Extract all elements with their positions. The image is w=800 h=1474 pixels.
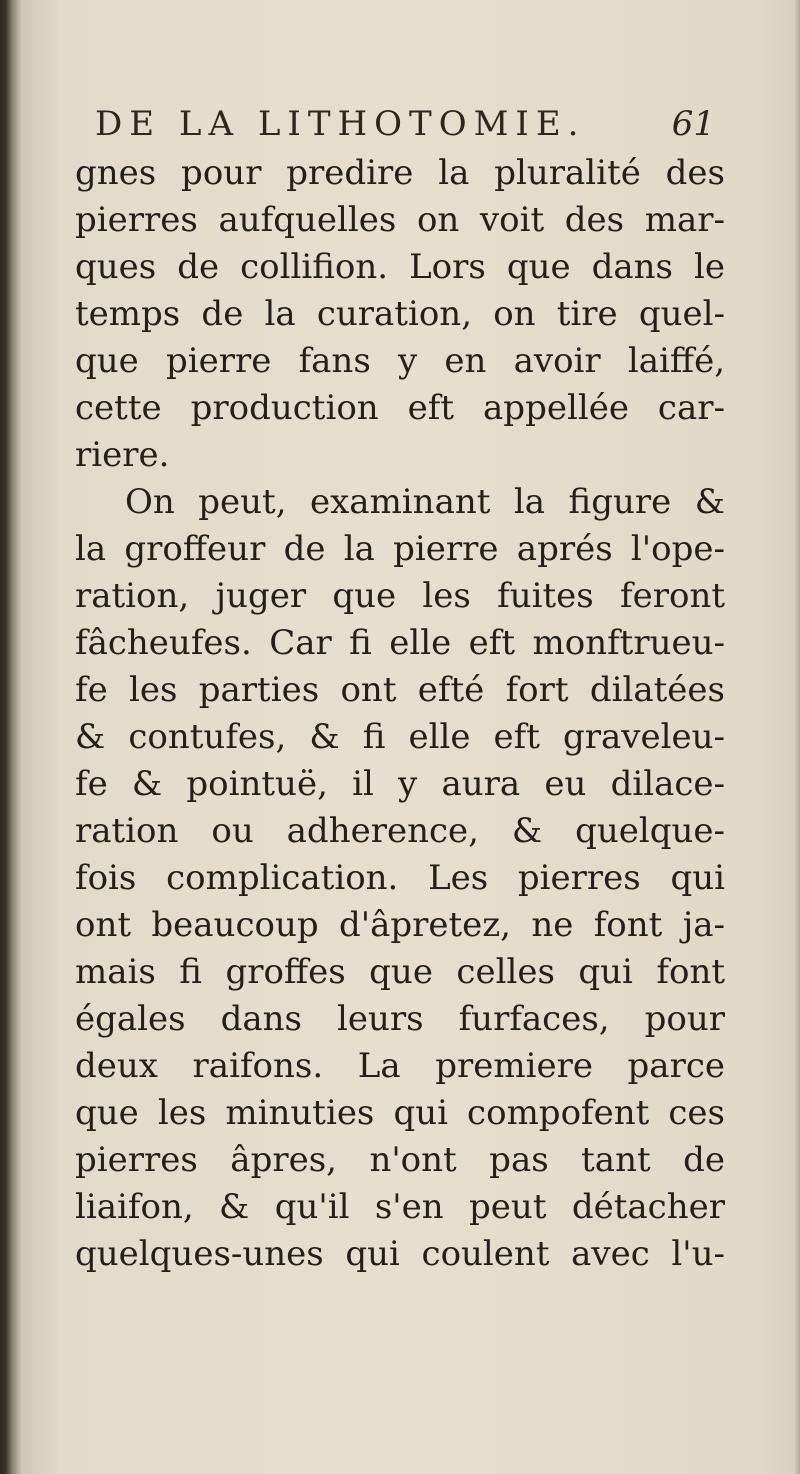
text-line: fe les parties ont efté fort dilatées	[75, 670, 725, 710]
text-line: ont beaucoup d'âpretez, ne font ja-	[75, 905, 725, 945]
text-line: fois complication. Les pierres qui	[75, 858, 725, 898]
page-header	[95, 100, 735, 148]
text-line: deux raifons. La premiere parce	[75, 1046, 725, 1086]
text-line: que les minuties qui compofent ces	[75, 1093, 725, 1133]
text-line: que pierre fans y en avoir laiffé,	[75, 341, 725, 381]
text-line: & contufes, & fi elle eft graveleu-	[75, 717, 725, 757]
text-line: liaifon, & qu'il s'en peut détacher	[75, 1187, 725, 1227]
text-line: égales dans leurs furfaces, pour	[75, 999, 725, 1039]
text-line: pierres âpres, n'ont pas tant de	[75, 1140, 725, 1180]
text-line: ration, juger que les fuites feront	[75, 576, 725, 616]
text-line: gnes pour predire la pluralité des	[75, 153, 725, 193]
text-line: mais fi groffes que celles qui font	[75, 952, 725, 992]
text-line: cette production eft appellée car-	[75, 388, 725, 428]
page-number: 61	[671, 104, 715, 144]
text-line: pierres aufquelles on voit des mar-	[75, 200, 725, 240]
text-line: On peut, examinant la figure &	[125, 482, 725, 522]
text-line: fe & pointuë, il y aura eu dilace-	[75, 764, 725, 804]
text-line: ration ou adherence, & quelque-	[75, 811, 725, 851]
text-line: la groffeur de la pierre aprés l'ope-	[75, 529, 725, 569]
text-line: riere.	[75, 435, 170, 475]
body-text	[75, 150, 725, 1278]
running-head: DE LA LITHOTOMIE.	[95, 104, 586, 144]
text-line: fâcheufes. Car fi elle eft monftrueu-	[75, 623, 725, 663]
text-line: quelques-unes qui coulent avec l'u-	[75, 1234, 725, 1274]
text-line: temps de la curation, on tire quel-	[75, 294, 725, 334]
text-line: ques de collifion. Lors que dans le	[75, 247, 725, 287]
